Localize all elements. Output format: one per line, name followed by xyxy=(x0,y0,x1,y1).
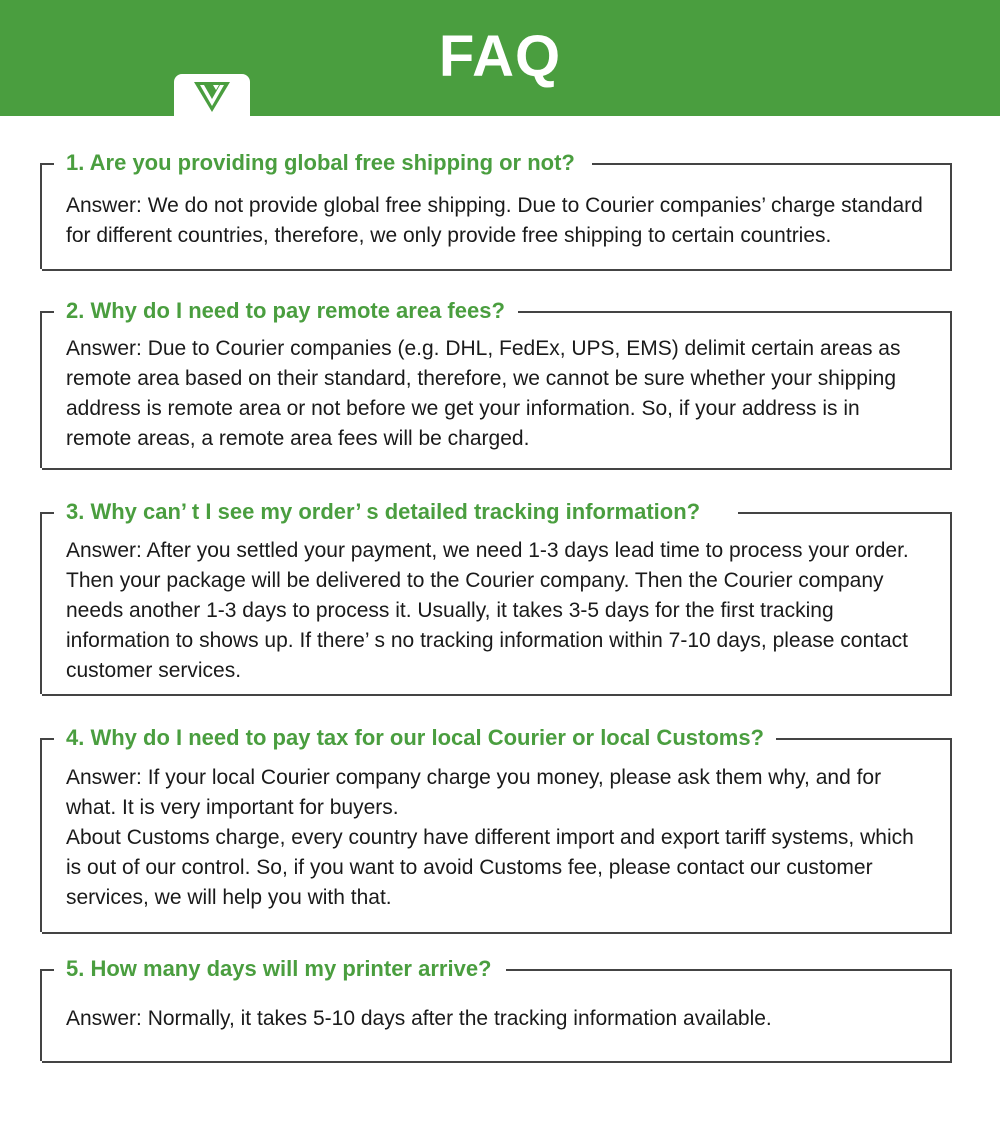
faq-item-2 xyxy=(42,298,952,470)
faq-answer-paragraph: Answer: Normally, it takes 5-10 days after the tracking information available. xyxy=(66,1007,772,1030)
faq-item-3 xyxy=(42,499,952,696)
faq-item-5 xyxy=(42,956,952,1063)
brand-logo-icon xyxy=(193,79,231,113)
header-banner xyxy=(0,0,1000,116)
faq-answer xyxy=(66,334,930,454)
faq-question: 2. Why do I need to pay remote area fees? xyxy=(66,296,515,326)
page-title: FAQ xyxy=(438,24,562,89)
faq-question: 1. Are you providing global free shipping or not? xyxy=(66,148,585,178)
faq-item-4 xyxy=(42,725,952,934)
faq-answer xyxy=(66,763,930,913)
logo-tab xyxy=(174,74,250,118)
faq-item-1 xyxy=(42,150,952,271)
faq-question: 5. How many days will my printer arrive? xyxy=(66,954,502,984)
faq-answer-paragraph: Answer: After you settled your payment, we need 1-3 days lead time to process your order. Then your package will be delivered to the Courier company. Then the Courier company needs another 1-3 days to process it. Usually, it takes 3-5 days for the first tracking information to shows up. If there’ s no tracking information within 7-10 days, please contact customer services. xyxy=(66,539,909,682)
faq-answer xyxy=(66,1004,930,1034)
faq-answer xyxy=(66,191,930,251)
faq-answer xyxy=(66,536,930,686)
faq-question: 3. Why can’ t I see my order’ s detailed tracking information? xyxy=(66,497,710,527)
faq-answer-paragraph: About Customs charge, every country have different import and export tariff systems, which is out of our control. So, if you want to avoid Customs fee, please contact our customer services, we will help you with that. xyxy=(66,826,914,909)
faq-answer-paragraph: Answer: If your local Courier company charge you money, please ask them why, and for what. It is very important for buyers. xyxy=(66,766,882,819)
faq-question: 4. Why do I need to pay tax for our local Courier or local Customs? xyxy=(66,723,774,753)
faq-answer-paragraph: Answer: Due to Courier companies (e.g. DHL, FedEx, UPS, EMS) delimit certain areas as remote area based on their standard, therefore, we cannot be sure whether your shipping address is remote area or not before we get your information. So, if your address is in remote areas, a remote area fees will be charged. xyxy=(66,337,901,450)
faq-answer-paragraph: Answer: We do not provide global free shipping. Due to Courier companies’ charge standard for different countries, therefore, we only provide free shipping to certain countries. xyxy=(66,194,923,247)
